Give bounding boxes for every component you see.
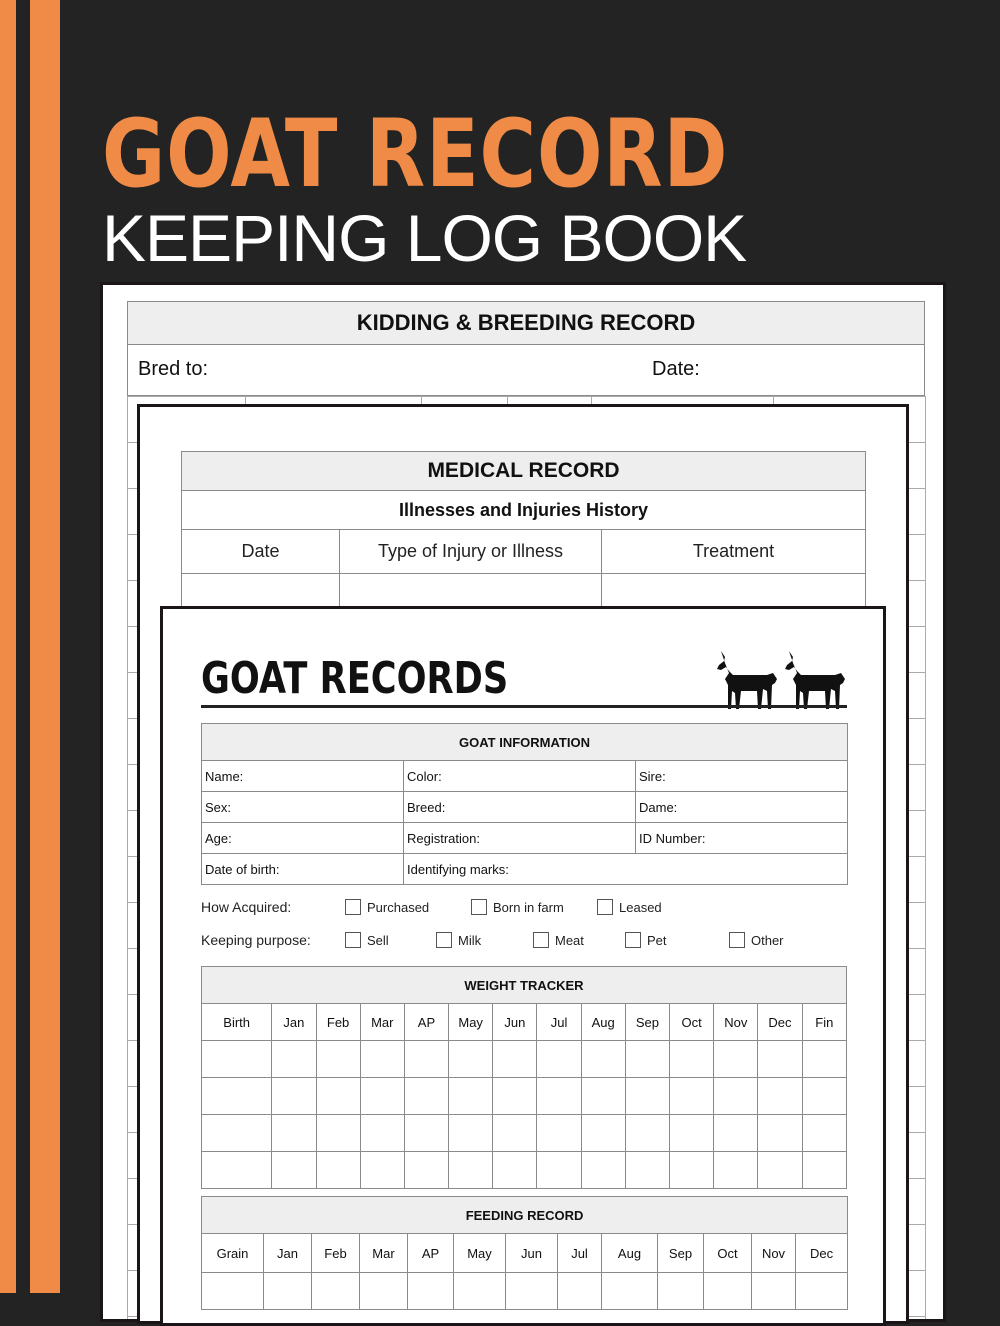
sex-field[interactable]: Sex: — [202, 792, 404, 823]
left-orange-stripe-wide — [30, 0, 60, 1293]
how-acquired-row — [201, 899, 847, 919]
medical-col-date: Date — [182, 530, 340, 574]
weight-tracker-table — [201, 966, 847, 1189]
leased-checkbox[interactable]: Leased — [597, 899, 662, 915]
weight-col-dec: Dec — [758, 1004, 802, 1041]
feeding-col-nov: Nov — [752, 1234, 796, 1273]
milk-checkbox[interactable]: Milk — [436, 932, 481, 948]
medical-col-treatment: Treatment — [602, 530, 866, 574]
weight-col-jun: Jun — [493, 1004, 537, 1041]
table-row — [202, 1152, 847, 1189]
dame-field[interactable]: Dame: — [636, 792, 848, 823]
medical-col-type: Type of Injury or Illness — [340, 530, 602, 574]
date-of-birth-field[interactable]: Date of birth: — [202, 854, 404, 885]
weight-col-feb: Feb — [316, 1004, 360, 1041]
feeding-col-grain: Grain — [202, 1234, 264, 1273]
feeding-col-sep: Sep — [658, 1234, 704, 1273]
feeding-col-may: May — [454, 1234, 506, 1273]
feeding-col-dec: Dec — [796, 1234, 848, 1273]
bred-to-label: Bred to: — [138, 358, 209, 380]
table-row — [202, 1078, 847, 1115]
feeding-col-jul: Jul — [558, 1234, 602, 1273]
feeding-col-jan: Jan — [264, 1234, 312, 1273]
cover-title: GOAT RECORD — [102, 100, 729, 209]
table-row — [202, 1115, 847, 1152]
weight-tracker-title: WEIGHT TRACKER — [202, 967, 847, 1004]
feeding-col-jun: Jun — [506, 1234, 558, 1273]
color-field[interactable]: Color: — [404, 761, 636, 792]
weight-col-jan: Jan — [272, 1004, 316, 1041]
checkbox-icon — [533, 932, 549, 948]
feeding-col-oct: Oct — [704, 1234, 752, 1273]
medical-subtitle: Illnesses and Injuries History — [182, 491, 866, 530]
checkbox-icon — [345, 932, 361, 948]
weight-col-fin: Fin — [802, 1004, 846, 1041]
feeding-record-title: FEEDING RECORD — [202, 1197, 848, 1234]
checkbox-icon — [436, 932, 452, 948]
weight-col-jul: Jul — [537, 1004, 581, 1041]
goat-records-page — [160, 606, 886, 1326]
goat-information-title: GOAT INFORMATION — [202, 724, 848, 761]
goat-records-title: GOAT RECORDS — [201, 653, 509, 704]
weight-col-oct: Oct — [670, 1004, 714, 1041]
goat-information-table — [201, 723, 848, 885]
id-number-field[interactable]: ID Number: — [636, 823, 848, 854]
other-checkbox[interactable]: Other — [729, 932, 784, 948]
pet-checkbox[interactable]: Pet — [625, 932, 667, 948]
bred-to-row — [127, 344, 925, 396]
feeding-col-feb: Feb — [312, 1234, 360, 1273]
purchased-checkbox[interactable]: Purchased — [345, 899, 429, 915]
keeping-purpose-row — [201, 932, 847, 952]
weight-col-may: May — [449, 1004, 493, 1041]
feeding-col-mar: Mar — [360, 1234, 408, 1273]
breed-field[interactable]: Breed: — [404, 792, 636, 823]
weight-col-aug: Aug — [581, 1004, 625, 1041]
weight-col-nov: Nov — [714, 1004, 758, 1041]
left-orange-stripe — [0, 0, 16, 1293]
how-acquired-label: How Acquired: — [201, 899, 292, 915]
weight-col-ap: AP — [404, 1004, 448, 1041]
weight-col-birth: Birth — [202, 1004, 272, 1041]
kidding-title: KIDDING & BREEDING RECORD — [127, 301, 925, 345]
checkbox-icon — [729, 932, 745, 948]
title-underline — [201, 705, 847, 708]
identifying-marks-field[interactable]: Identifying marks: — [404, 854, 848, 885]
checkbox-icon — [471, 899, 487, 915]
registration-field[interactable]: Registration: — [404, 823, 636, 854]
table-row — [202, 1041, 847, 1078]
sell-checkbox[interactable]: Sell — [345, 932, 389, 948]
checkbox-icon — [597, 899, 613, 915]
feeding-col-ap: AP — [408, 1234, 454, 1273]
medical-title: MEDICAL RECORD — [182, 452, 866, 491]
born-in-farm-checkbox[interactable]: Born in farm — [471, 899, 564, 915]
table-row — [202, 1273, 848, 1310]
sire-field[interactable]: Sire: — [636, 761, 848, 792]
name-field[interactable]: Name: — [202, 761, 404, 792]
checkbox-icon — [625, 932, 641, 948]
keeping-purpose-label: Keeping purpose: — [201, 932, 311, 948]
date-label: Date: — [652, 358, 700, 380]
age-field[interactable]: Age: — [202, 823, 404, 854]
weight-col-mar: Mar — [360, 1004, 404, 1041]
weight-col-sep: Sep — [625, 1004, 669, 1041]
feeding-col-aug: Aug — [602, 1234, 658, 1273]
checkbox-icon — [345, 899, 361, 915]
meat-checkbox[interactable]: Meat — [533, 932, 584, 948]
cover-subtitle: KEEPING LOG BOOK — [102, 201, 747, 275]
